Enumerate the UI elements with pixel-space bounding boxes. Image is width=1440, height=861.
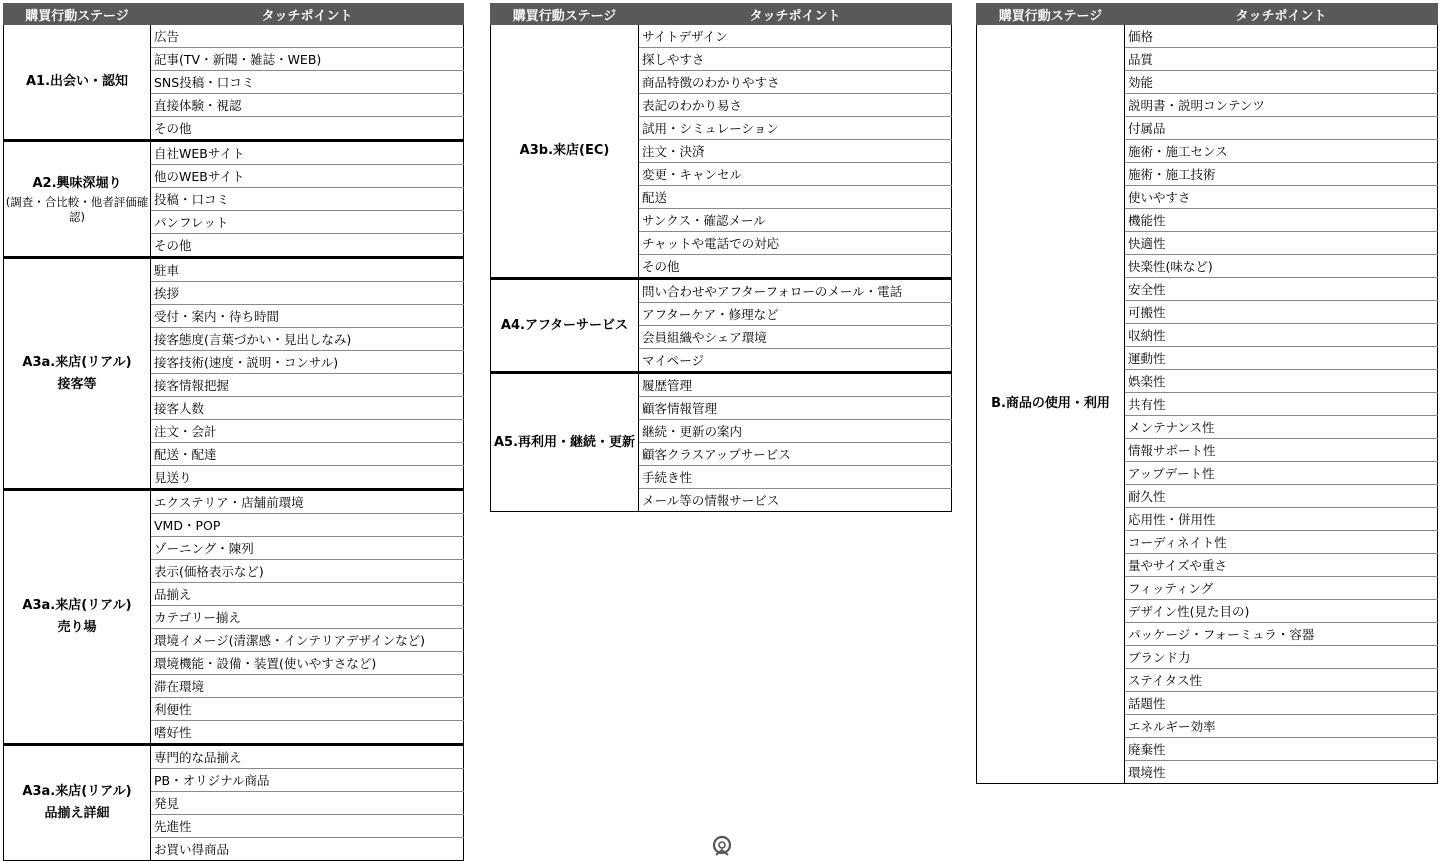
- stage-cell: [491, 373, 639, 512]
- touchpoint-cell: 見送り: [151, 466, 464, 490]
- table-row: [4, 490, 464, 514]
- touchpoint-cell: コーディネイト性: [1125, 531, 1438, 554]
- touchpoint-cell: 先進性: [151, 815, 464, 838]
- touchpoint-cell: 発見: [151, 792, 464, 815]
- touchpoint-cell: 注文・会計: [151, 420, 464, 443]
- touchpoint-cell: PB・オリジナル商品: [151, 769, 464, 792]
- touchpoint-cell: ブランド力: [1125, 646, 1438, 669]
- touchpoint-cell: カテゴリー揃え: [151, 606, 464, 629]
- touchpoint-cell: 探しやすさ: [639, 48, 952, 71]
- touchpoint-cell: マイページ: [639, 349, 952, 373]
- touchpoint-cell: 接客技術(速度・説明・コンサル): [151, 351, 464, 374]
- touchpoint-cell: メンテナンス性: [1125, 416, 1438, 439]
- touchpoint-cell: 配送: [639, 186, 952, 209]
- touchpoint-cell: パンフレット: [151, 211, 464, 234]
- touchpoint-cell: ステイタス性: [1125, 669, 1438, 692]
- touchpoint-cell: 接客情報把握: [151, 374, 464, 397]
- stage-cell: [4, 141, 151, 258]
- touchpoint-cell: 滞在環境: [151, 675, 464, 698]
- header-touchpoint: タッチポイント: [639, 4, 952, 25]
- stage-sublabel: 売り場: [57, 620, 97, 635]
- stage-label: B.商品の使用・利用: [991, 396, 1110, 411]
- touchpoint-cell: 投稿・口コミ: [151, 188, 464, 211]
- touchpoint-cell: アフターケア・修理など: [639, 303, 952, 326]
- stage-label: A3a.来店(リアル): [22, 784, 132, 799]
- touchpoint-cell: ゾーニング・陳列: [151, 537, 464, 560]
- stage-label: A1.出会い・認知: [25, 74, 129, 89]
- touchpoint-cell: 施術・施工センス: [1125, 140, 1438, 163]
- stage-label: A3b.来店(EC): [519, 143, 610, 158]
- touchpoint-cell: 記事(TV・新聞・雑誌・WEB): [151, 48, 464, 71]
- touchpoint-cell: 共有性: [1125, 393, 1438, 416]
- touchpoint-cell: 量やサイズや重さ: [1125, 554, 1438, 577]
- touchpoint-cell: 運動性: [1125, 347, 1438, 370]
- touchpoint-cell: 説明書・説明コンテンツ: [1125, 94, 1438, 117]
- touchpoint-cell: 娯楽性: [1125, 370, 1438, 393]
- touchpoint-cell: 品質: [1125, 48, 1438, 71]
- touchpoint-cell: 注文・決済: [639, 140, 952, 163]
- touchpoint-cell: 配送・配達: [151, 443, 464, 466]
- touchpoint-cell: エクステリア・店舗前環境: [151, 490, 464, 514]
- stage-cell: [977, 25, 1125, 784]
- touchpoint-cell: 応用性・併用性: [1125, 508, 1438, 531]
- stage-sublabel: 品揃え詳細: [44, 806, 110, 821]
- touchpoint-cell: 履歴管理: [639, 373, 952, 397]
- touchpoint-cell: 接客人数: [151, 397, 464, 420]
- table-row: [4, 141, 464, 165]
- touchpoint-cell: その他: [639, 255, 952, 279]
- touchpoint-cell: 効能: [1125, 71, 1438, 94]
- touchpoint-cell: 継続・更新の案内: [639, 420, 952, 443]
- touchpoint-cell: 収納性: [1125, 324, 1438, 347]
- touchpoint-cell: アップデート性: [1125, 462, 1438, 485]
- touchpoint-cell: 商品特徴のわかりやすさ: [639, 71, 952, 94]
- table-row: [977, 25, 1438, 48]
- touchpoint-cell: 表示(価格表示など): [151, 560, 464, 583]
- touchpoint-cell: 施術・施工技術: [1125, 163, 1438, 186]
- touchpoint-cell: 利便性: [151, 698, 464, 721]
- header-stage: 購買行動ステージ: [4, 4, 151, 25]
- touchpoint-cell: 他のWEBサイト: [151, 165, 464, 188]
- touchpoint-cell: デザイン性(見た目の): [1125, 600, 1438, 623]
- touchpoint-cell: 機能性: [1125, 209, 1438, 232]
- touchpoint-cell: パッケージ・フォーミュラ・容器: [1125, 623, 1438, 646]
- stage-cell: [4, 258, 151, 490]
- stage-note: (調査・合比較・他者評価確認): [5, 195, 149, 224]
- stage-cell: [491, 25, 639, 279]
- touchpoint-cell: サンクス・確認メール: [639, 209, 952, 232]
- touchpoint-cell: 情報サポート性: [1125, 439, 1438, 462]
- stage-table-3: [976, 3, 1438, 784]
- touchpoint-cell: フィッティング: [1125, 577, 1438, 600]
- touchpoint-cell: SNS投稿・口コミ: [151, 71, 464, 94]
- touchpoint-cell: 会員組織やシェア環境: [639, 326, 952, 349]
- stage-label: A3a.来店(リアル): [22, 354, 132, 370]
- touchpoint-cell: 安全性: [1125, 278, 1438, 301]
- touchpoint-cell: 快適性: [1125, 232, 1438, 255]
- touchpoint-cell: 受付・案内・待ち時間: [151, 305, 464, 328]
- touchpoint-cell: 可搬性: [1125, 301, 1438, 324]
- touchpoint-cell: 表記のわかり易さ: [639, 94, 952, 117]
- touchpoint-cell: エネルギー効率: [1125, 715, 1438, 738]
- touchpoint-cell: その他: [151, 234, 464, 258]
- touchpoint-cell: 専門的な品揃え: [151, 745, 464, 769]
- touchpoint-cell: 付属品: [1125, 117, 1438, 140]
- touchpoint-cell: 顧客情報管理: [639, 397, 952, 420]
- touchpoint-cell: 価格: [1125, 25, 1438, 48]
- touchpoint-cell: 嗜好性: [151, 721, 464, 745]
- touchpoint-cell: 問い合わせやアフターフォローのメール・電話: [639, 279, 952, 303]
- stage-cell: [491, 279, 639, 373]
- stage-label: A4.アフターサービス: [500, 317, 629, 333]
- touchpoint-cell: 変更・キャンセル: [639, 163, 952, 186]
- touchpoint-cell: 使いやすさ: [1125, 186, 1438, 209]
- table-row: [4, 745, 464, 769]
- stage-label: A3a.来店(リアル): [22, 598, 132, 613]
- stage-label: A2.興味深堀り: [32, 176, 122, 191]
- header-touchpoint: タッチポイント: [1125, 4, 1438, 25]
- touchpoint-cell: 挨拶: [151, 282, 464, 305]
- stage-cell: [4, 745, 151, 861]
- touchpoint-cell: 直接体験・視認: [151, 94, 464, 117]
- stage-table-1: [3, 3, 464, 861]
- stage-cell: [4, 490, 151, 745]
- stage-sublabel: 接客等: [57, 376, 97, 392]
- touchpoint-cell: 品揃え: [151, 583, 464, 606]
- touchpoint-cell: 廃棄性: [1125, 738, 1438, 761]
- touchpoint-cell: 自社WEBサイト: [151, 141, 464, 165]
- touchpoint-cell: 手続き性: [639, 466, 952, 489]
- touchpoint-cell: お買い得商品: [151, 838, 464, 861]
- header-touchpoint: タッチポイント: [151, 4, 464, 25]
- table-row: [4, 25, 464, 48]
- touchpoint-cell: サイトデザイン: [639, 25, 952, 48]
- refresh-cursor-icon: [708, 833, 736, 859]
- header-stage: 購買行動ステージ: [977, 4, 1125, 25]
- stage-table-2: [490, 3, 952, 512]
- touchpoint-cell: メール等の情報サービス: [639, 489, 952, 512]
- stage-cell: [4, 25, 151, 141]
- header-stage: 購買行動ステージ: [491, 4, 639, 25]
- touchpoint-cell: 環境イメージ(清潔感・インテリアデザインなど): [151, 629, 464, 652]
- touchpoint-cell: 接客態度(言葉づかい・見出しなみ): [151, 328, 464, 351]
- touchpoint-cell: VMD・POP: [151, 514, 464, 537]
- table-row: [4, 258, 464, 282]
- touchpoint-cell: 環境機能・設備・装置(使いやすさなど): [151, 652, 464, 675]
- touchpoint-cell: 耐久性: [1125, 485, 1438, 508]
- stage-label: A5.再利用・継続・更新: [493, 434, 636, 450]
- touchpoint-cell: 広告: [151, 25, 464, 48]
- table-row: [491, 279, 952, 303]
- touchpoint-cell: 顧客クラスアップサービス: [639, 443, 952, 466]
- touchpoint-cell: 駐車: [151, 258, 464, 282]
- table-row: [491, 373, 952, 397]
- touchpoint-cell: 試用・シミュレーション: [639, 117, 952, 140]
- touchpoint-cell: その他: [151, 117, 464, 141]
- table-row: [491, 25, 952, 48]
- touchpoint-cell: 環境性: [1125, 761, 1438, 784]
- touchpoint-cell: 話題性: [1125, 692, 1438, 715]
- touchpoint-cell: チャットや電話での対応: [639, 232, 952, 255]
- touchpoint-cell: 快楽性(味など): [1125, 255, 1438, 278]
